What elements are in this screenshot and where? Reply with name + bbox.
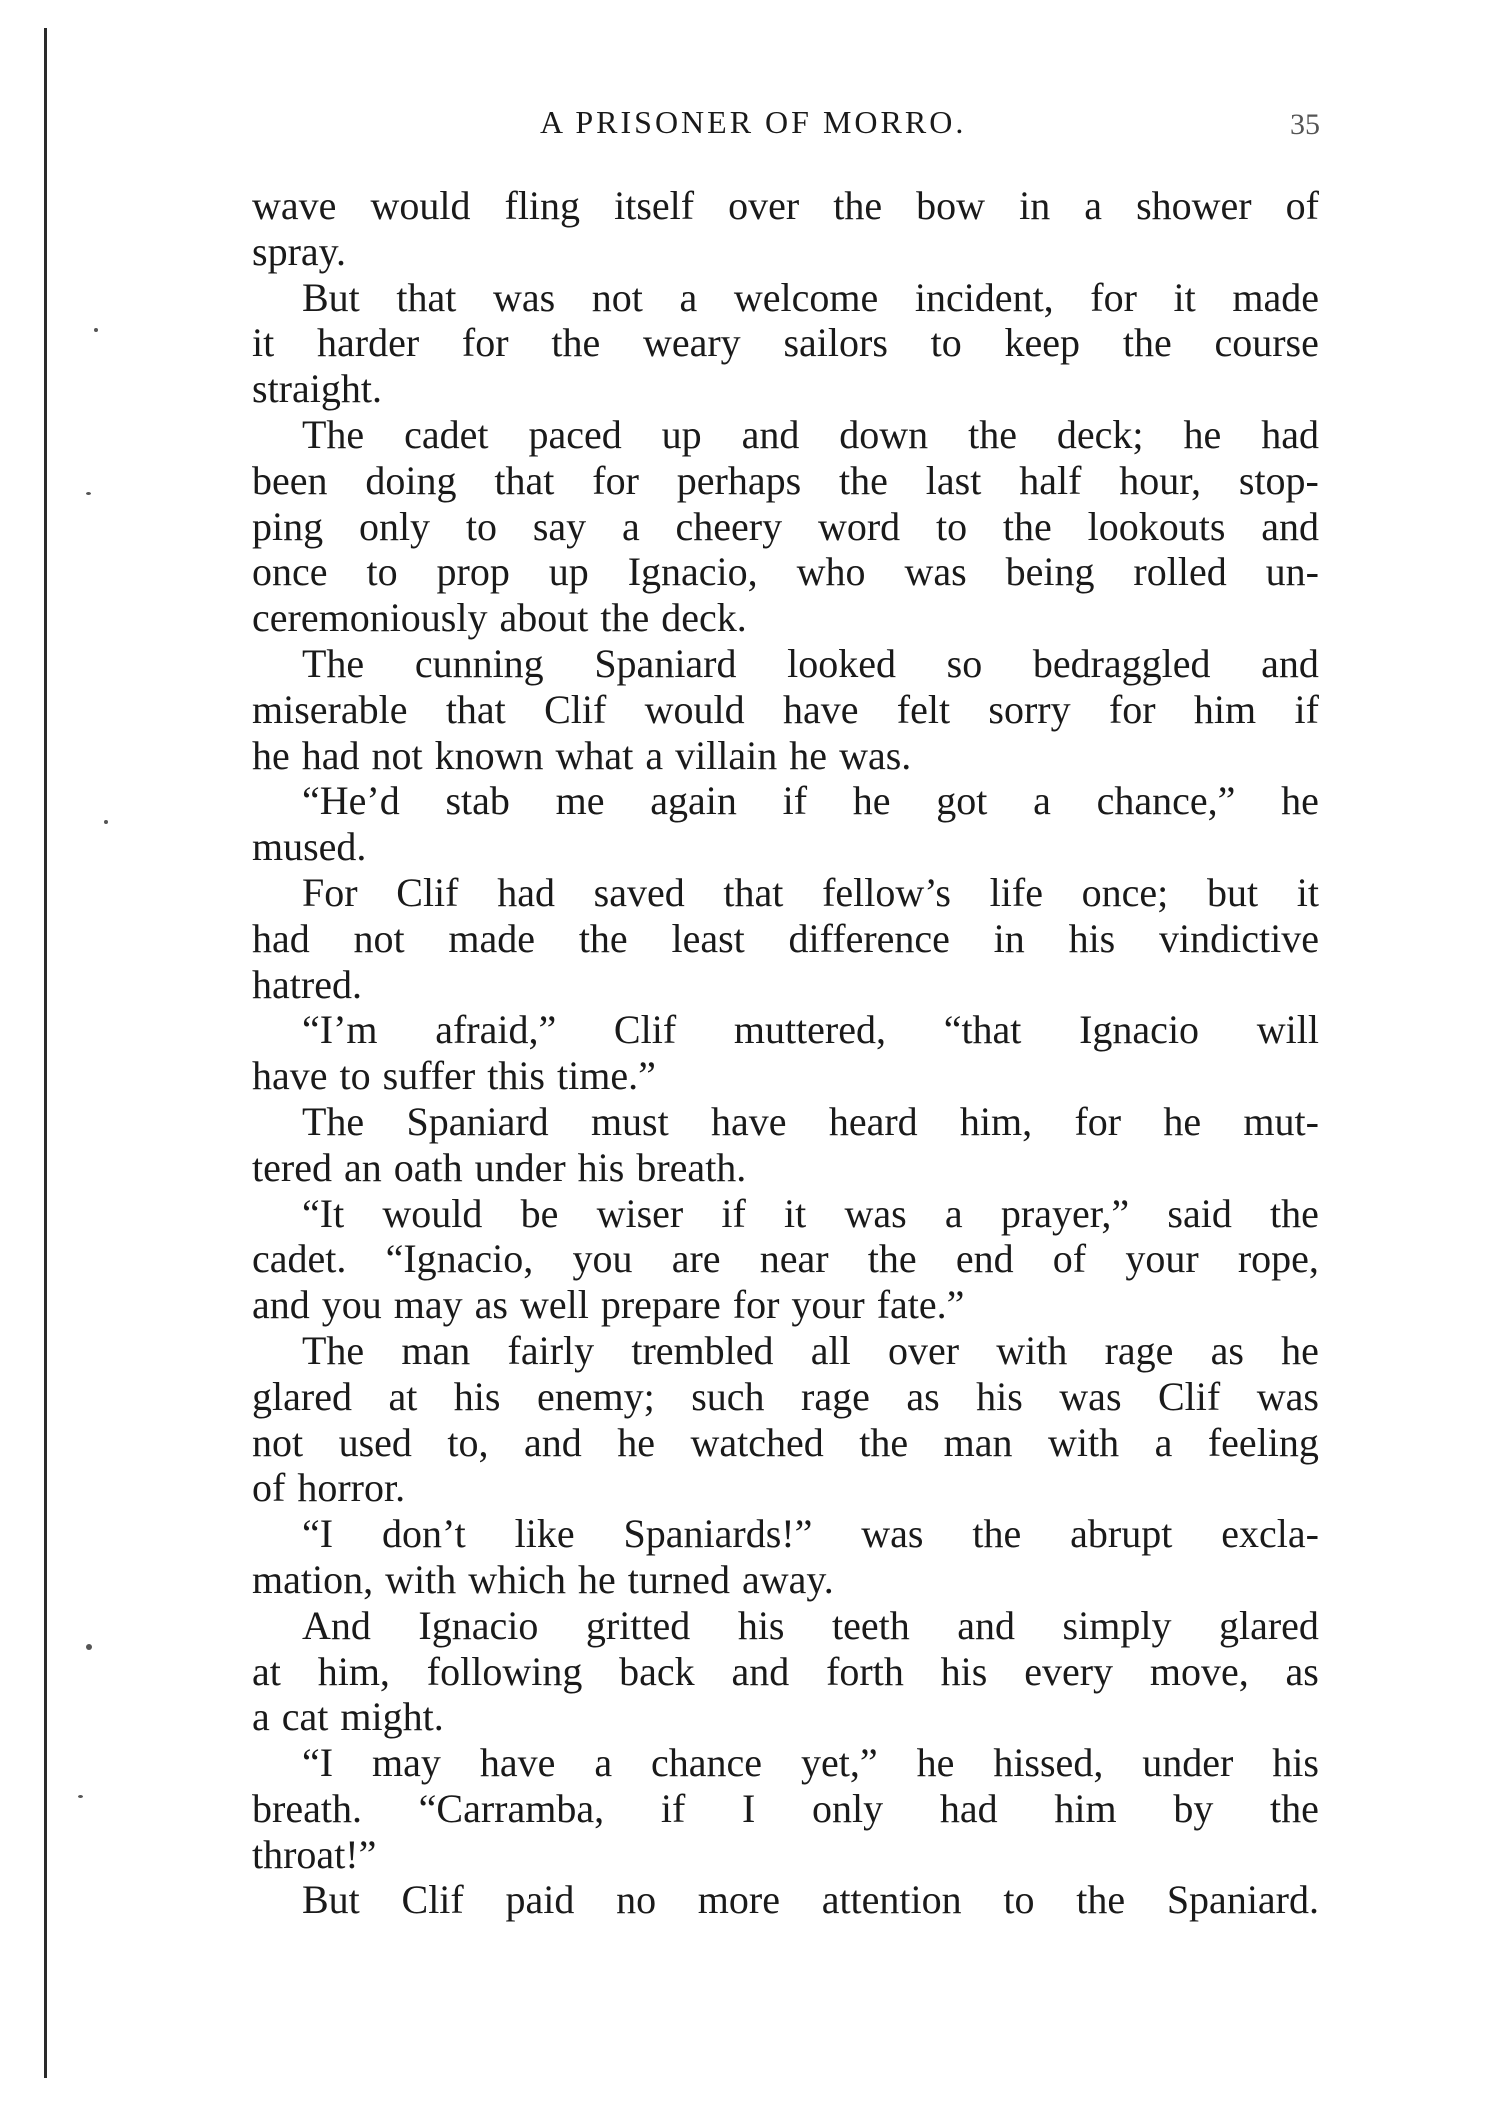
text-line: wave would fling itself over the bow in a shower of: [252, 183, 1319, 228]
text-line: and you may as well prepare for your fate.”: [252, 1282, 965, 1328]
text-line: mation, with which he turned away.: [252, 1556, 834, 1602]
text-line: “I may have a chance yet,” he hissed, under his: [302, 1740, 1319, 1786]
text-line: once to prop up Ignacio, who was being rolled un-: [252, 549, 1319, 595]
text-line: throat!”: [252, 1831, 377, 1877]
text-line: not used to, and he watched the man with a feeling: [252, 1419, 1319, 1465]
text-line: “I don’t like Spaniards!” was the abrupt excla-: [302, 1511, 1319, 1557]
text-line: ceremoniously about the deck.: [252, 595, 747, 641]
text-line: ping only to say a cheery word to the lookouts and: [252, 503, 1319, 549]
text-line: a cat might.: [252, 1694, 444, 1740]
text-line: straight.: [252, 366, 382, 412]
margin-speck: [104, 820, 108, 824]
text-line: The Spaniard must have heard him, for he mut-: [302, 1098, 1319, 1144]
text-line: tered an oath under his breath.: [252, 1144, 747, 1190]
text-line: of horror.: [252, 1465, 406, 1511]
text-line: had not made the least difference in his vindictive: [252, 915, 1319, 961]
text-line: at him, following back and forth his every move, as: [252, 1648, 1319, 1694]
text-line: The man fairly trembled all over with rage as he: [302, 1327, 1319, 1373]
margin-speck: [86, 492, 91, 495]
body-text: [252, 183, 1319, 1923]
text-line: The cadet paced up and down the deck; he had: [302, 411, 1319, 457]
page-binding-edge: [44, 28, 47, 2078]
text-line: it harder for the weary sailors to keep the course: [252, 320, 1319, 366]
text-line: have to suffer this time.”: [252, 1053, 656, 1099]
page-number: 35: [1290, 108, 1320, 141]
text-line: cadet. “Ignacio, you are near the end of your rope,: [252, 1236, 1319, 1282]
text-line: spray.: [252, 228, 347, 274]
text-line: “It would be wiser if it was a prayer,” said the: [302, 1190, 1319, 1236]
text-line: And Ignacio gritted his teeth and simply glared: [302, 1602, 1319, 1648]
text-line: been doing that for perhaps the last half hour, stop-: [252, 457, 1319, 503]
text-line: glared at his enemy; such rage as his was Clif was: [252, 1373, 1319, 1419]
text-line: “I’m afraid,” Clif muttered, “that Ignacio will: [302, 1007, 1319, 1053]
text-line: he had not known what a villain he was.: [252, 732, 912, 778]
text-line: mused.: [252, 824, 367, 870]
text-line: The cunning Spaniard looked so bedraggled and: [302, 640, 1319, 686]
margin-speck: [86, 1644, 92, 1650]
text-line: hatred.: [252, 961, 362, 1007]
text-line: breath. “Carramba, if I only had him by the: [252, 1785, 1319, 1831]
text-line: For Clif had saved that fellow’s life once; but it: [302, 869, 1319, 915]
text-line: “He’d stab me again if he got a chance,” he: [302, 778, 1319, 824]
running-head: [250, 104, 1320, 154]
text-line: miserable that Clif would have felt sorry for him if: [252, 686, 1319, 732]
running-title: A PRISONER OF MORRO.: [540, 104, 967, 140]
margin-speck: [94, 328, 98, 332]
text-line: But Clif paid no more attention to the Spaniard.: [302, 1877, 1319, 1923]
text-line: But that was not a welcome incident, for it made: [302, 274, 1319, 320]
margin-speck: [78, 1795, 83, 1798]
